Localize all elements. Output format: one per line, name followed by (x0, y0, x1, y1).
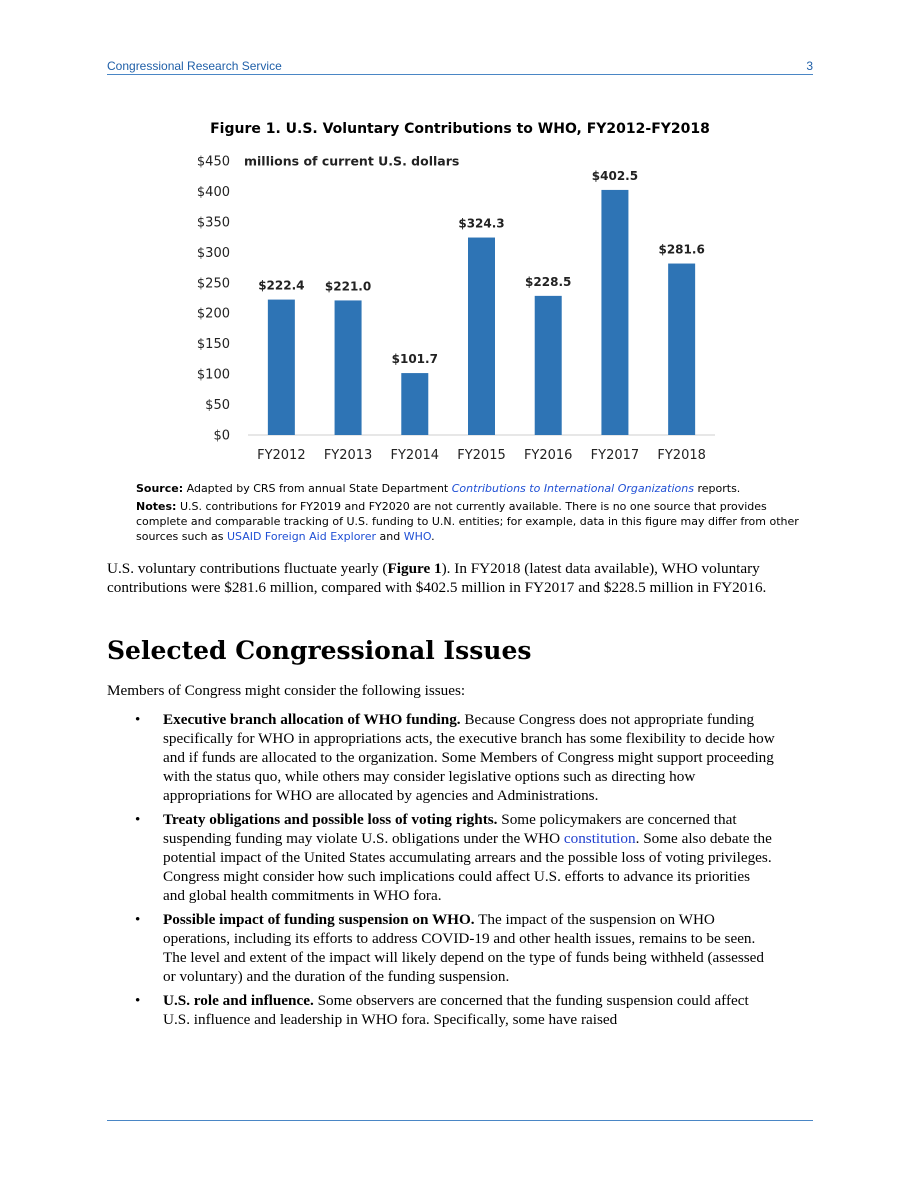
bullet-icon: • (135, 711, 141, 728)
source-text-1: Adapted by CRS from annual State Department (186, 482, 449, 495)
bullet-lead: Executive branch allocation of WHO funding. (163, 711, 461, 728)
x-tick-label: FY2017 (590, 448, 640, 463)
x-tick-label: FY2013 (323, 448, 373, 463)
bar-fy2015 (468, 238, 495, 435)
bullet-text-cont: . Some also debate the potential impact of the United States accumulating arrears and the possible loss of voting privileges. Congress might consider how such implications could affect U.S. efforts to advance its priorities and global health commitments in WHO fora. (163, 830, 772, 904)
para1-text-2: ). In FY2018 (latest data available), WHO voluntary contributions were $281.6 million, compared with $402.5 million in FY2017 and $228.5 million in FY2016. (107, 560, 767, 596)
y-tick-label: $0 (213, 428, 230, 444)
list-item (135, 710, 775, 805)
y-tick-label: $400 (196, 184, 230, 200)
bullet-lead: U.S. role and influence. (163, 992, 314, 1009)
bullet-icon: • (135, 911, 141, 928)
and-text: and (379, 530, 401, 543)
bar-fy2014 (401, 373, 428, 435)
source-label: Source: (136, 482, 184, 495)
section-title: Selected Congressional Issues (107, 636, 532, 665)
notes-period: . (431, 530, 435, 543)
bar-fy2018 (668, 264, 695, 435)
x-tick-label: FY2015 (457, 448, 506, 463)
who-link[interactable]: WHO (403, 530, 432, 543)
data-label: $324.3 (458, 216, 505, 231)
unit-label: millions of current U.S. dollars (244, 153, 460, 169)
notes-paragraph (136, 499, 806, 544)
usaid-link[interactable]: USAID Foreign Aid Explorer (226, 530, 377, 543)
bar-fy2013 (335, 300, 362, 435)
source-link[interactable]: Contributions to International Organizations (451, 482, 694, 495)
data-label: $228.5 (525, 274, 572, 289)
section-intro: Members of Congress might consider the following issues: (107, 682, 466, 699)
bar-fy2017 (601, 190, 628, 435)
notes-text: U.S. contributions for FY2019 and FY2020 are not currently available. There is no one source that provides complete and comparable tracking of U.S. funding to U.N. entities; for example, data in this figure may differ from other sources such as (136, 500, 799, 543)
issues-list (135, 710, 775, 1034)
header-title: Congressional Research Service (107, 59, 282, 73)
bar-fy2016 (535, 296, 562, 435)
bullet-lead: Treaty obligations and possible loss of voting rights. (163, 811, 498, 828)
figure-notes (136, 481, 806, 547)
bar-chart (180, 145, 740, 475)
para1-text-1: U.S. voluntary contributions fluctuate yearly ( (107, 560, 388, 577)
source-note (136, 481, 806, 496)
y-tick-label: $250 (196, 276, 230, 292)
y-tick-label: $200 (196, 306, 230, 322)
footer-rule (107, 1120, 813, 1121)
x-tick-label: FY2016 (523, 448, 573, 463)
bullet-text: The impact of the suspension on WHO operations, including its efforts to address COVID-19 and other health issues, remains to be seen. The level and extent of the impact will likely depend on the type of funds being withheld (assessed or voluntary) and the duration of the funding suspension. (163, 911, 765, 985)
x-tick-label: FY2018 (657, 448, 706, 463)
y-tick-label: $50 (205, 398, 230, 414)
data-label: $222.4 (258, 278, 305, 293)
notes-label: Notes: (136, 500, 177, 513)
bullet-icon: • (135, 992, 141, 1009)
bullet-text: Because Congress does not appropriate funding specifically for WHO in appropriations acts, the executive branch has some flexibility to decide how and if funds are allocated to the organization. Some Members of Congress might support proceeding with the status quo, while others may consider legislative options such as directing how appropriations for WHO are allocated by agencies and Administrations. (163, 711, 775, 804)
list-item (135, 991, 775, 1029)
bullet-icon: • (135, 811, 141, 828)
y-tick-label: $100 (196, 367, 230, 383)
x-tick-label: FY2012 (257, 448, 306, 463)
bar-fy2012 (268, 300, 295, 435)
x-tick-label: FY2014 (390, 448, 440, 463)
page-number: 3 (806, 59, 813, 73)
data-label: $101.7 (391, 352, 438, 367)
bullet-text: Some observers are concerned that the funding suspension could affect U.S. influence and leadership in WHO fora. Specifically, some have raised (163, 992, 749, 1028)
source-text-2: reports. (697, 482, 741, 495)
data-label: $221.0 (324, 279, 372, 294)
header-rule (107, 74, 813, 75)
y-tick-label: $150 (196, 337, 230, 353)
y-tick-label: $350 (196, 215, 230, 231)
figure-ref-link[interactable]: Figure 1 (387, 560, 442, 577)
bullet-text: Some policymakers are concerned that suspending funding may violate U.S. obligations under the WHO (163, 811, 737, 847)
constitution-link[interactable]: constitution (563, 830, 636, 847)
y-tick-label: $300 (196, 245, 230, 261)
y-tick-label: $450 (196, 154, 230, 170)
figure-title: Figure 1. U.S. Voluntary Contributions to WHO, FY2012-FY2018 (210, 121, 710, 137)
data-label: $281.6 (658, 242, 705, 257)
list-item (135, 810, 775, 905)
data-label: $402.5 (591, 168, 639, 183)
list-item (135, 910, 775, 986)
paragraph-funding (107, 559, 787, 597)
bullet-lead: Possible impact of funding suspension on WHO. (163, 911, 475, 928)
